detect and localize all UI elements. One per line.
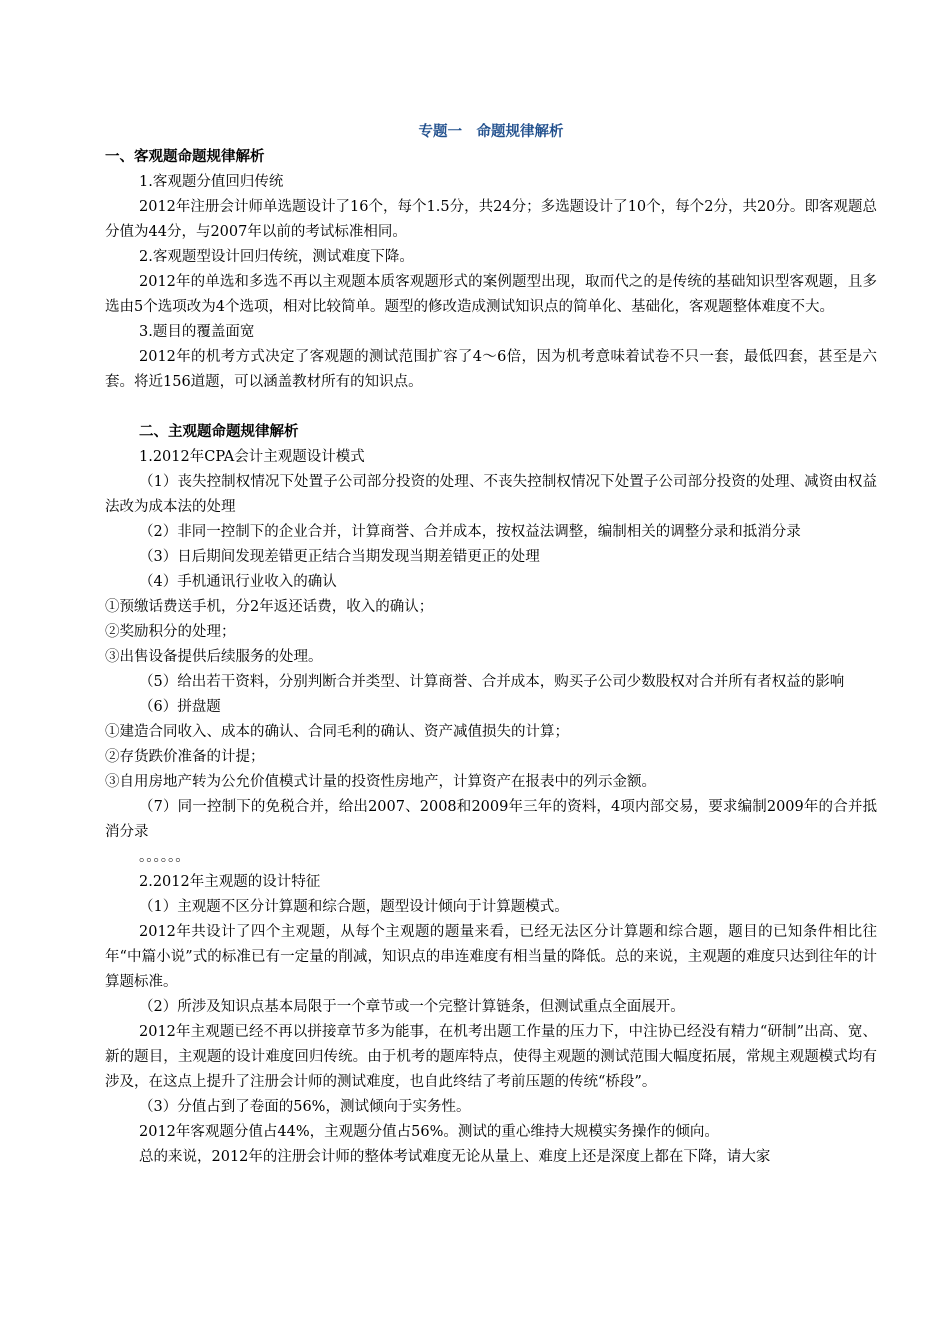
paragraph: 3.题目的覆盖面宽 <box>139 324 255 340</box>
paragraph: 2012年共设计了四个主观题，从每个主观题的题量来看，已经无法区分计算题和综合题，题目的已知条件相比往年“中篇小说”式的标准已有一定量的削减，知识点的串连难度有相当量的降低。总的来说，主观题的难度只达到往年的计算题标准。 <box>105 924 877 990</box>
document-title: 专题一 命题规律解析 <box>418 124 564 140</box>
paragraph: 2012年主观题已经不再以拼接章节多为能事，在机考出题工作量的压力下，中注协已经没有精力“研制”出高、宽、新的题目，主观题的设计难度回归传统。由于机考的题库特点，使得主观题的测试范围大幅度拓展，常规主观题模式均有涉及，在这点上提升了注册会计师的测试难度，也自此终结了考前压题的传统“桥段”。 <box>105 1024 877 1090</box>
section-heading: 二、主观题命题规律解析 <box>139 424 299 440</box>
paragraph: 2.客观题型设计回归传统，测试难度下降。 <box>139 249 414 265</box>
paragraph: （2）所涉及知识点基本局限于一个章节或一个完整计算链条，但测试重点全面展开。 <box>139 999 685 1015</box>
paragraph: （4）手机通讯行业收入的确认 <box>139 574 337 590</box>
paragraph: 总的来说，2012年的注册会计师的整体考试难度无论从量上、难度上还是深度上都在下降，请大家 <box>139 1149 771 1165</box>
paragraph: ③出售设备提供后续服务的处理。 <box>105 649 323 665</box>
paragraph: 2012年客观题分值占44%，主观题分值占56%。测试的重心维持大规模实务操作的倾向。 <box>139 1124 719 1140</box>
paragraph: （6）拼盘题 <box>139 699 221 715</box>
paragraph: 1.客观题分值回归传统 <box>139 174 284 190</box>
blank-line <box>105 395 877 420</box>
paragraph: （1）主观题不区分计算题和综合题，题型设计倾向于计算题模式。 <box>139 899 569 915</box>
paragraph: （2）非同一控制下的企业合并，计算商誉、合并成本，按权益法调整，编制相关的调整分录和抵消分录 <box>139 524 801 540</box>
paragraph: （5）给出若干资料，分别判断合并类型、计算商誉、合并成本，购买子公司少数股权对合并所有者权益的影响 <box>139 674 845 690</box>
paragraph: ③自用房地产转为公允价值模式计量的投资性房地产，计算资产在报表中的列示金额。 <box>105 774 656 790</box>
paragraph: （3）分值占到了卷面的56%，测试倾向于实务性。 <box>139 1099 471 1115</box>
paragraph: 1.2012年CPA会计主观题设计模式 <box>139 449 365 465</box>
paragraph: （1）丧失控制权情况下处置子公司部分投资的处理、不丧失控制权情况下处置子公司部分投资的处理、减资由权益法改为成本法的处理 <box>105 474 877 515</box>
paragraph: 2012年的单选和多选不再以主观题本质客观题形式的案例题型出现，取而代之的是传统的基础知识型客观题，且多选由5个选项改为4个选项，相对比较简单。题型的修改造成测试知识点的简单化、基础化，客观题整体难度不大。 <box>105 274 877 315</box>
paragraph: 2012年注册会计师单选题设计了16个，每个1.5分，共24分；多选题设计了10个，每个2分，共20分。即客观题总分值为44分，与2007年以前的考试标准相同。 <box>105 199 877 240</box>
paragraph: 。。。。。。 <box>139 849 190 865</box>
paragraph: 2.2012年主观题的设计特征 <box>139 874 321 890</box>
paragraph: ②奖励积分的处理； <box>105 624 236 640</box>
paragraph: （3）日后期间发现差错更正结合当期发现当期差错更正的处理 <box>139 549 540 565</box>
section-heading: 一、客观题命题规律解析 <box>105 149 265 165</box>
paragraph: ②存货跌价准备的计提； <box>105 749 265 765</box>
paragraph: 2012年的机考方式决定了客观题的测试范围扩容了4～6倍，因为机考意味着试卷不只一套，最低四套，甚至是六套。将近156道题，可以涵盖教材所有的知识点。 <box>105 349 877 390</box>
document-page <box>105 120 877 1170</box>
document-body <box>105 145 877 1170</box>
paragraph: ①预缴话费送手机，分2年返还话费，收入的确认； <box>105 599 434 615</box>
paragraph: （7）同一控制下的免税合并，给出2007、2008和2009年三年的资料，4项内部交易，要求编制2009年的合并抵消分录 <box>105 799 877 840</box>
paragraph: ①建造合同收入、成本的确认、合同毛利的确认、资产减值损失的计算； <box>105 724 569 740</box>
